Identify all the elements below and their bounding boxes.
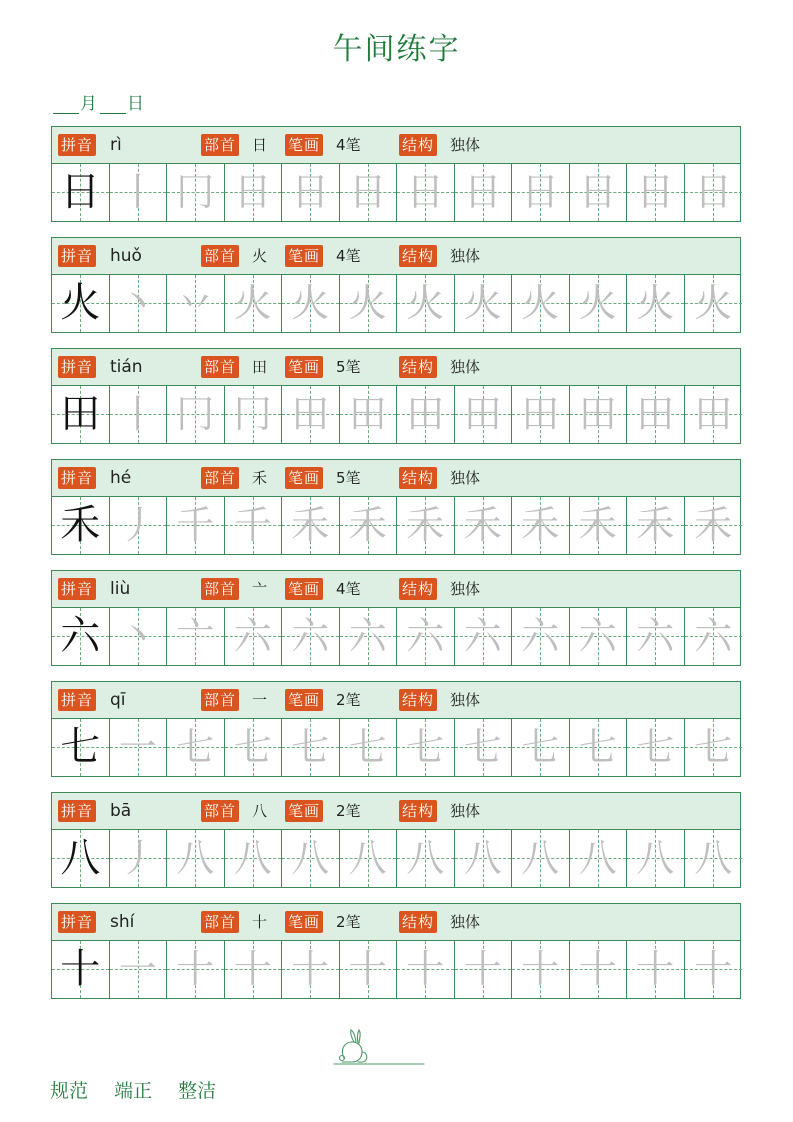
trace-char: 六 — [291, 614, 330, 658]
trace-cell[interactable] — [397, 830, 455, 887]
trace-char: 田 — [463, 392, 502, 436]
structure-value: 独体 — [450, 802, 481, 820]
pinyin-value: tián — [110, 357, 143, 377]
radical-value: 八 — [252, 802, 268, 820]
char-header — [52, 349, 740, 386]
trace-cell[interactable] — [110, 830, 168, 887]
radical-value: 火 — [252, 247, 268, 265]
trace-char: 十 — [578, 947, 617, 991]
trace-char: 火 — [636, 281, 675, 325]
trace-char: 十 — [636, 947, 675, 991]
strokes-value: 4笔 — [336, 247, 361, 265]
trace-cell[interactable] — [167, 608, 225, 665]
trace-cell[interactable] — [397, 719, 455, 776]
trace-char: 十 — [176, 947, 215, 991]
trace-cell[interactable] — [512, 164, 570, 221]
trace-cell[interactable] — [685, 608, 743, 665]
trace-char: 十 — [233, 947, 272, 991]
trace-char: 禾 — [406, 503, 445, 547]
trace-char: 十 — [291, 947, 330, 991]
structure-value: 独体 — [450, 913, 481, 931]
trace-cell[interactable] — [225, 608, 283, 665]
model-char-cell — [52, 608, 110, 665]
model-char-cell — [52, 941, 110, 998]
char-block-5 — [51, 570, 741, 666]
trace-cell[interactable] — [627, 275, 685, 332]
char-block-4 — [51, 459, 741, 555]
structure-badge: 结构 — [399, 578, 437, 600]
trace-char: 六 — [233, 614, 272, 658]
page-title: 午间练字 — [332, 32, 461, 67]
trace-cell[interactable] — [282, 386, 340, 443]
trace-cell[interactable] — [340, 275, 398, 332]
trace-char: 丿 — [118, 503, 157, 547]
trace-cell[interactable] — [167, 941, 225, 998]
trace-cell[interactable] — [512, 386, 570, 443]
trace-char: 六 — [348, 614, 387, 658]
pinyin-badge: 拼音 — [58, 689, 96, 711]
trace-char: 十 — [694, 947, 733, 991]
tracing-grid — [52, 719, 740, 776]
trace-cell[interactable] — [685, 830, 743, 887]
pinyin-badge: 拼音 — [58, 911, 96, 933]
trace-cell[interactable] — [455, 719, 513, 776]
model-char: 八 — [60, 835, 101, 881]
pinyin-badge: 拼音 — [58, 467, 96, 489]
radical-badge: 部首 — [201, 800, 239, 822]
model-char: 六 — [60, 613, 101, 659]
trace-cell[interactable] — [685, 275, 743, 332]
trace-char: 禾 — [521, 503, 560, 547]
trace-char: 六 — [463, 614, 502, 658]
structure-badge: 结构 — [399, 800, 437, 822]
trace-char: 日 — [521, 170, 560, 214]
trace-cell[interactable] — [455, 830, 513, 887]
day-label: 日 — [127, 94, 144, 114]
trace-char: 七 — [233, 725, 272, 769]
trace-char: 丶 — [118, 614, 157, 658]
structure-value: 独体 — [450, 247, 481, 265]
strokes-value: 2笔 — [336, 802, 361, 820]
trace-char: 日 — [463, 170, 502, 214]
trace-char: 十 — [406, 947, 445, 991]
trace-cell[interactable] — [282, 719, 340, 776]
structure-value: 独体 — [450, 469, 481, 487]
radical-badge: 部首 — [201, 356, 239, 378]
trace-char: 七 — [291, 725, 330, 769]
trace-cell[interactable] — [282, 164, 340, 221]
trace-char: 火 — [578, 281, 617, 325]
trace-char: 禾 — [348, 503, 387, 547]
trace-char: 禾 — [694, 503, 733, 547]
trace-cell[interactable] — [397, 497, 455, 554]
structure-badge: 结构 — [399, 467, 437, 489]
trace-cell[interactable] — [570, 275, 628, 332]
strokes-value: 2笔 — [336, 691, 361, 709]
strokes-badge: 笔画 — [285, 467, 323, 489]
trace-cell[interactable] — [455, 386, 513, 443]
trace-char: 禾 — [578, 503, 617, 547]
trace-cell[interactable] — [167, 497, 225, 554]
trace-cell[interactable] — [627, 497, 685, 554]
trace-char: 六 — [636, 614, 675, 658]
strokes-value: 2笔 — [336, 913, 361, 931]
trace-char: 八 — [636, 836, 675, 880]
strokes-value: 5笔 — [336, 469, 361, 487]
trace-cell[interactable] — [627, 386, 685, 443]
trace-char: 六 — [521, 614, 560, 658]
radical-value: 日 — [252, 136, 268, 154]
trace-cell[interactable] — [512, 830, 570, 887]
pinyin-value: hé — [110, 468, 132, 488]
trace-char: 火 — [233, 281, 272, 325]
month-label: 月 — [80, 94, 97, 114]
pinyin-value: qī — [110, 690, 126, 710]
structure-value: 独体 — [450, 691, 481, 709]
trace-cell[interactable] — [340, 386, 398, 443]
trace-cell[interactable] — [397, 386, 455, 443]
strokes-value: 4笔 — [336, 580, 361, 598]
pinyin-value: huǒ — [110, 246, 142, 266]
trace-cell[interactable] — [225, 941, 283, 998]
pinyin-value: bā — [110, 801, 132, 821]
trace-char: 千 — [176, 503, 215, 547]
trace-cell[interactable] — [282, 497, 340, 554]
trace-cell[interactable] — [570, 608, 628, 665]
tracing-grid — [52, 386, 740, 443]
trace-cell[interactable] — [512, 719, 570, 776]
trace-char: 八 — [406, 836, 445, 880]
trace-char: 日 — [694, 170, 733, 214]
model-char-cell — [52, 719, 110, 776]
trace-char: 八 — [233, 836, 272, 880]
model-char-cell — [52, 386, 110, 443]
trace-char: 八 — [463, 836, 502, 880]
day-blank[interactable] — [100, 97, 126, 114]
trace-cell[interactable] — [225, 164, 283, 221]
radical-badge: 部首 — [201, 245, 239, 267]
footer-item: 规范 — [50, 1080, 89, 1102]
trace-char: 七 — [636, 725, 675, 769]
strokes-badge: 笔画 — [285, 800, 323, 822]
trace-cell[interactable] — [455, 275, 513, 332]
radical-value: 禾 — [252, 469, 268, 487]
char-header — [52, 904, 740, 941]
date-line — [52, 89, 146, 114]
trace-cell[interactable] — [282, 275, 340, 332]
model-char: 七 — [60, 724, 101, 770]
trace-char: 火 — [521, 281, 560, 325]
char-block-8 — [51, 903, 741, 999]
trace-cell[interactable] — [282, 830, 340, 887]
trace-char: 火 — [694, 281, 733, 325]
radical-value: 一 — [252, 691, 268, 709]
trace-cell[interactable] — [685, 719, 743, 776]
model-char: 十 — [60, 946, 101, 992]
trace-char: 七 — [521, 725, 560, 769]
trace-char: 日 — [233, 170, 272, 214]
trace-char: 日 — [578, 170, 617, 214]
tracing-grid — [52, 497, 740, 554]
trace-cell[interactable] — [110, 719, 168, 776]
trace-cell[interactable] — [627, 830, 685, 887]
trace-cell[interactable] — [225, 497, 283, 554]
strokes-badge: 笔画 — [285, 911, 323, 933]
trace-char: 亠 — [176, 614, 215, 658]
trace-cell[interactable] — [397, 941, 455, 998]
trace-char: 七 — [176, 725, 215, 769]
pinyin-badge: 拼音 — [58, 578, 96, 600]
char-header — [52, 460, 740, 497]
radical-badge: 部首 — [201, 578, 239, 600]
structure-value: 独体 — [450, 358, 481, 376]
trace-char: 八 — [176, 836, 215, 880]
trace-cell[interactable] — [570, 164, 628, 221]
trace-char: 八 — [578, 836, 617, 880]
trace-char: 千 — [233, 503, 272, 547]
trace-cell[interactable] — [340, 497, 398, 554]
trace-char: 禾 — [463, 503, 502, 547]
trace-cell[interactable] — [512, 941, 570, 998]
pinyin-badge: 拼音 — [58, 134, 96, 156]
trace-cell[interactable] — [570, 941, 628, 998]
char-header — [52, 793, 740, 830]
trace-cell[interactable] — [167, 386, 225, 443]
trace-cell[interactable] — [455, 608, 513, 665]
trace-cell[interactable] — [167, 719, 225, 776]
trace-cell[interactable] — [512, 497, 570, 554]
trace-cell[interactable] — [627, 164, 685, 221]
trace-cell[interactable] — [110, 275, 168, 332]
char-block-1 — [51, 126, 741, 222]
char-block-2 — [51, 237, 741, 333]
structure-value: 独体 — [450, 580, 481, 598]
trace-cell[interactable] — [570, 719, 628, 776]
trace-char: 冂 — [176, 170, 215, 214]
trace-cell[interactable] — [685, 164, 743, 221]
pinyin-value: liù — [110, 579, 131, 599]
trace-cell[interactable] — [340, 164, 398, 221]
trace-cell[interactable] — [570, 386, 628, 443]
trace-char: 七 — [406, 725, 445, 769]
trace-cell[interactable] — [225, 719, 283, 776]
radical-badge: 部首 — [201, 689, 239, 711]
tracing-grid — [52, 608, 740, 665]
radical-value: 十 — [252, 913, 268, 931]
trace-char: 田 — [291, 392, 330, 436]
trace-cell[interactable] — [110, 164, 168, 221]
trace-char: 火 — [291, 281, 330, 325]
footer-mottos — [50, 1076, 236, 1103]
trace-char: 田 — [636, 392, 675, 436]
structure-badge: 结构 — [399, 245, 437, 267]
trace-char: 火 — [348, 281, 387, 325]
trace-cell[interactable] — [110, 497, 168, 554]
char-block-3 — [51, 348, 741, 444]
char-header — [52, 238, 740, 275]
structure-badge: 结构 — [399, 911, 437, 933]
trace-cell[interactable] — [512, 608, 570, 665]
trace-cell[interactable] — [397, 275, 455, 332]
strokes-value: 5笔 — [336, 358, 361, 376]
trace-char: 禾 — [636, 503, 675, 547]
char-block-6 — [51, 681, 741, 777]
trace-char: 八 — [348, 836, 387, 880]
trace-char: 八 — [694, 836, 733, 880]
trace-cell[interactable] — [570, 497, 628, 554]
trace-char: 八 — [291, 836, 330, 880]
trace-char: 田 — [406, 392, 445, 436]
pinyin-badge: 拼音 — [58, 356, 96, 378]
trace-char: 田 — [348, 392, 387, 436]
trace-cell[interactable] — [397, 164, 455, 221]
trace-cell[interactable] — [627, 719, 685, 776]
rabbit-icon — [330, 1028, 426, 1068]
strokes-value: 4笔 — [336, 136, 361, 154]
trace-char: 一 — [118, 947, 157, 991]
trace-char: 七 — [463, 725, 502, 769]
trace-cell[interactable] — [167, 275, 225, 332]
trace-char: 七 — [348, 725, 387, 769]
strokes-badge: 笔画 — [285, 356, 323, 378]
pinyin-badge: 拼音 — [58, 800, 96, 822]
trace-cell[interactable] — [167, 830, 225, 887]
trace-char: 丶 — [118, 281, 157, 325]
trace-cell[interactable] — [397, 608, 455, 665]
structure-value: 独体 — [450, 136, 481, 154]
model-char: 禾 — [60, 502, 101, 548]
trace-cell[interactable] — [340, 941, 398, 998]
strokes-badge: 笔画 — [285, 578, 323, 600]
trace-cell[interactable] — [340, 830, 398, 887]
trace-char: 六 — [578, 614, 617, 658]
trace-char: 丿 — [118, 836, 157, 880]
trace-char: 六 — [406, 614, 445, 658]
trace-cell[interactable] — [627, 941, 685, 998]
pinyin-value: shí — [110, 912, 135, 932]
trace-cell[interactable] — [225, 830, 283, 887]
radical-badge: 部首 — [201, 467, 239, 489]
trace-char: 八 — [521, 836, 560, 880]
trace-char: 日 — [291, 170, 330, 214]
model-char: 田 — [60, 391, 101, 437]
trace-cell[interactable] — [110, 941, 168, 998]
trace-char: 丨 — [118, 170, 157, 214]
model-char-cell — [52, 275, 110, 332]
char-header — [52, 682, 740, 719]
trace-cell[interactable] — [685, 497, 743, 554]
footer-item: 端正 — [114, 1080, 153, 1102]
model-char: 火 — [60, 280, 101, 326]
trace-char: 七 — [694, 725, 733, 769]
trace-cell[interactable] — [570, 830, 628, 887]
radical-value: 亠 — [252, 580, 268, 598]
radical-badge: 部首 — [201, 911, 239, 933]
structure-badge: 结构 — [399, 134, 437, 156]
pinyin-value: rì — [110, 135, 122, 155]
trace-cell[interactable] — [455, 164, 513, 221]
trace-char: 田 — [521, 392, 560, 436]
trace-char: 冂 — [233, 392, 272, 436]
structure-badge: 结构 — [399, 356, 437, 378]
trace-char: 十 — [348, 947, 387, 991]
char-header — [52, 127, 740, 164]
char-header — [52, 571, 740, 608]
tracing-grid — [52, 941, 740, 998]
trace-char: 丷 — [176, 281, 215, 325]
model-char-cell — [52, 164, 110, 221]
footer-item: 整洁 — [178, 1080, 217, 1102]
trace-cell[interactable] — [685, 386, 743, 443]
trace-char: 丨 — [118, 392, 157, 436]
tracing-grid — [52, 275, 740, 332]
trace-char: 田 — [578, 392, 617, 436]
tracing-grid — [52, 164, 740, 221]
trace-cell[interactable] — [340, 719, 398, 776]
pinyin-badge: 拼音 — [58, 245, 96, 267]
radical-badge: 部首 — [201, 134, 239, 156]
trace-char: 六 — [694, 614, 733, 658]
trace-char: 日 — [636, 170, 675, 214]
trace-cell[interactable] — [110, 608, 168, 665]
month-blank[interactable] — [53, 97, 79, 114]
trace-char: 日 — [406, 170, 445, 214]
trace-char: 火 — [406, 281, 445, 325]
trace-char: 火 — [463, 281, 502, 325]
trace-cell[interactable] — [225, 386, 283, 443]
trace-cell[interactable] — [685, 941, 743, 998]
trace-cell[interactable] — [282, 941, 340, 998]
trace-cell[interactable] — [167, 164, 225, 221]
structure-badge: 结构 — [399, 689, 437, 711]
trace-char: 十 — [521, 947, 560, 991]
trace-char: 禾 — [291, 503, 330, 547]
trace-char: 日 — [348, 170, 387, 214]
trace-cell[interactable] — [110, 386, 168, 443]
trace-cell[interactable] — [512, 275, 570, 332]
model-char-cell — [52, 497, 110, 554]
trace-cell[interactable] — [225, 275, 283, 332]
strokes-badge: 笔画 — [285, 689, 323, 711]
model-char-cell — [52, 830, 110, 887]
tracing-grid — [52, 830, 740, 887]
radical-value: 田 — [252, 358, 268, 376]
trace-cell[interactable] — [455, 941, 513, 998]
trace-char: 十 — [463, 947, 502, 991]
strokes-badge: 笔画 — [285, 134, 323, 156]
model-char: 日 — [60, 169, 101, 215]
trace-cell[interactable] — [627, 608, 685, 665]
trace-char: 冂 — [176, 392, 215, 436]
trace-char: 田 — [694, 392, 733, 436]
trace-cell[interactable] — [455, 497, 513, 554]
trace-cell[interactable] — [282, 608, 340, 665]
trace-char: 七 — [578, 725, 617, 769]
trace-char: 一 — [118, 725, 157, 769]
char-block-7 — [51, 792, 741, 888]
strokes-badge: 笔画 — [285, 245, 323, 267]
trace-cell[interactable] — [340, 608, 398, 665]
